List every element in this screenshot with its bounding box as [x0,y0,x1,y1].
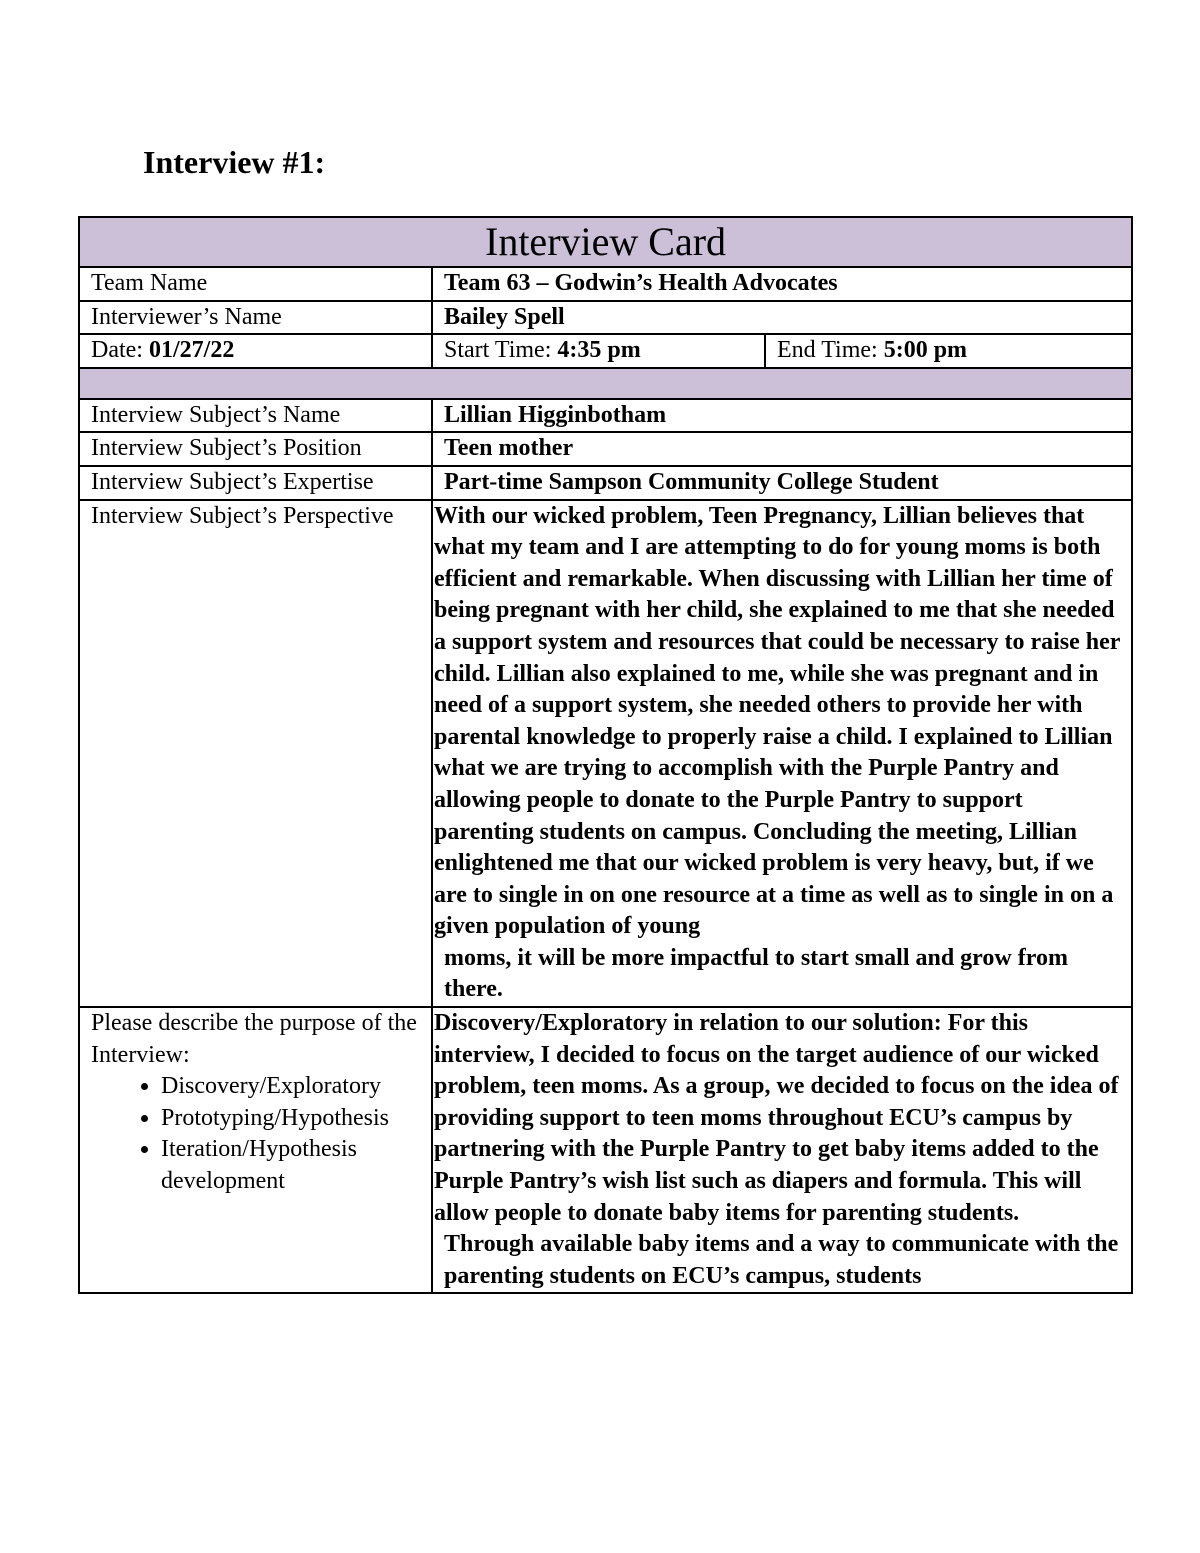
subject-name-value: Lillian Higginbotham [432,399,1132,433]
interviewer-label: Interviewer’s Name [79,301,432,335]
subject-position-row [79,432,1132,466]
date-value: 01/27/22 [148,337,235,364]
perspective-cell [432,500,1132,1008]
start-time-label: Start Time: [444,337,558,364]
purpose-row [79,1007,1132,1293]
interviewer-row [79,301,1132,335]
date-label: Date: [91,337,149,364]
end-time-value: 5:00 pm [883,337,968,364]
purpose-label-cell [79,1007,432,1293]
interviewer-value: Bailey Spell [432,301,1132,335]
end-time-label: End Time: [777,337,884,364]
subject-name-label: Interview Subject’s Name [79,399,432,433]
perspective-row [79,500,1132,1008]
interview-card-table [78,216,1133,1294]
start-time-value: 4:35 pm [557,337,641,364]
purpose-tail: Through available baby items and a way to communicate with the parenting students on ECU’s campus, students [444,1231,1119,1289]
perspective-tail: moms, it will be more impactful to start small and grow from there. [444,944,1068,1003]
purpose-text: Discovery/Exploratory in relation to our solution: For this interview, I decided to focus on the target audience of our wicked problem, teen moms. As a group, we decided to focus on the idea of providing support to teen moms throughout ECU’s campus by partnering with the Purple Pantry to get baby items added to the Purple Pantry’s wish list such as diapers and formula. This will allow people to donate baby items for parenting students. [434,1010,1119,1226]
purpose-options-list [91,1071,431,1197]
card-title: Interview Card [79,217,1132,267]
end-time-cell [765,334,1132,368]
subject-position-value: Teen mother [432,432,1132,466]
date-cell [79,334,432,368]
team-name-value: Team 63 – Godwin’s Health Advocates [432,267,1132,301]
subject-expertise-label: Interview Subject’s Expertise [79,466,432,500]
purpose-cell [432,1007,1132,1293]
purpose-option: • Iteration/Hypothesis development [161,1134,431,1197]
subject-expertise-value: Part-time Sampson Community College Student [432,466,1132,500]
subject-expertise-row [79,466,1132,500]
team-name-label: Team Name [79,267,432,301]
page-heading: Interview #1: [143,144,326,180]
purpose-label: Please describe the purpose of the Interview: [91,1010,417,1068]
perspective-label: Interview Subject’s Perspective [79,500,432,1008]
subject-name-row [79,399,1132,433]
perspective-text: With our wicked problem, Teen Pregnancy, Lillian believes that what my team and I are attempting to do for young moms is both efficient and remarkable. When discussing with Lillian her time of being pregnant with her child, she explained to me that she needed a support system and resources that could be necessary to raise her child. Lillian also explained to me, while she was pregnant and in need of a support system, she needed others to provide her with parental knowledge to properly raise a child. I explained to Lillian what we are trying to accomplish with the Purple Pantry and allowing people to donate to the Purple Pantry to support parenting students on campus. Concluding the meeting, Lillian enlightened me that our wicked problem is very heavy, but, if we are to single in on one resource at a time as well as to single in on a given population of young [434,502,1120,940]
subject-position-label: Interview Subject’s Position [79,432,432,466]
date-time-row [79,334,1132,368]
start-time-cell [432,334,765,368]
section-divider [79,368,1132,399]
purpose-option: • Discovery/Exploratory [161,1071,431,1103]
purpose-option: • Prototyping/Hypothesis [161,1103,431,1135]
team-name-row [79,267,1132,301]
